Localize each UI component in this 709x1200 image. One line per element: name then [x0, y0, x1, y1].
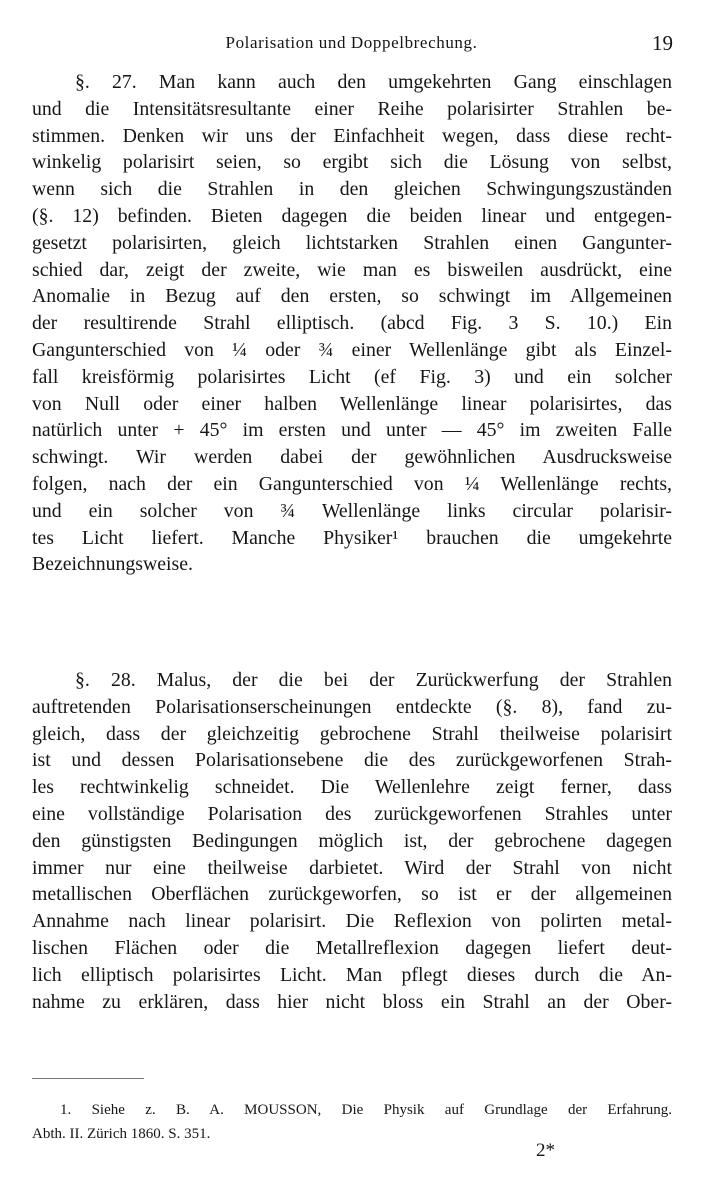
- text-line: Gangunterschied von ¼ oder ¾ einer Wellenlänge gibt als Einzel-: [32, 338, 672, 361]
- footnotes: [32, 1098, 672, 1146]
- text-line: lich elliptisch polarisirtes Licht. Man pflegt dieses durch die An-: [32, 963, 672, 986]
- text-line: Anomalie in Bezug auf den ersten, so schwingt im Allgemeinen: [32, 285, 672, 308]
- text-line: les rechtwinkelig schneidet. Die Wellenlehre zeigt ferner, dass: [32, 776, 672, 799]
- paragraph-section-27: [32, 69, 672, 578]
- text-line: stimmen. Denken wir uns der Einfachheit wegen, dass diese recht-: [32, 124, 672, 147]
- text-line: natürlich unter + 45° im ersten und unter — 45° im zweiten Falle: [32, 419, 672, 442]
- footnote-divider: [32, 1078, 144, 1079]
- text-line: metallischen Oberflächen zurückgeworfen, so ist er der allgemeinen: [32, 883, 672, 906]
- text-line: immer nur eine theilweise darbietet. Wird der Strahl von nicht: [32, 856, 672, 879]
- text-line: Bezeichnungsweise.: [32, 553, 193, 576]
- text-line: der resultirende Strahl elliptisch. (abcd Fig. 3 S. 10.) Ein: [32, 312, 672, 335]
- page-number: 19: [652, 31, 673, 55]
- text-line: Annahme nach linear polarisirt. Die Reflexion von polirten metal-: [32, 910, 672, 933]
- text-line: wenn sich die Strahlen in den gleichen Schwingungszuständen: [32, 178, 672, 201]
- text-line: §. 27. Man kann auch den umgekehrten Gang einschlagen: [75, 71, 672, 93]
- text-line: nahme zu erklären, dass hier nicht bloss ein Strahl an der Ober-: [32, 990, 672, 1013]
- text-line: auftretenden Polarisationserscheinungen entdeckte (§. 8), fand zu-: [32, 695, 672, 718]
- text-line: von Null oder einer halben Wellenlänge linear polarisirtes, das: [32, 392, 672, 415]
- page-header: [30, 33, 673, 57]
- footnote-line: Abth. II. Zürich 1860. S. 351.: [32, 1126, 211, 1142]
- text-line: tes Licht liefert. Manche Physiker¹ brauchen die umgekehrte: [32, 526, 672, 549]
- running-title: Polarisation und Doppelbrechung.: [225, 33, 478, 52]
- text-line: §. 28. Malus, der die bei der Zurückwerfung der Strahlen: [75, 669, 672, 691]
- text-line: ist und dessen Polarisationsebene die des zurückgeworfenen Strah-: [32, 749, 672, 772]
- text-line: gleich, dass der gleichzeitig gebrochene Strahl theilweise polarisirt: [32, 722, 672, 745]
- text-line: schied dar, zeigt der zweite, wie man es bisweilen ausdrückt, eine: [32, 258, 672, 281]
- text-line: gesetzt polarisirten, gleich lichtstarken Strahlen einen Gangunter-: [32, 231, 672, 254]
- text-line: und die Intensitätsresultante einer Reihe polarisirter Strahlen be-: [32, 97, 672, 120]
- footnote-line: 1. Siehe z. B. A. MOUSSON, Die Physik auf Grundlage der Erfahrung.: [60, 1102, 672, 1118]
- text-line: schwingt. Wir werden dabei der gewöhnlichen Ausdrucksweise: [32, 446, 672, 469]
- text-line: winkelig polarisirt seien, so ergibt sich die Lösung von selbst,: [32, 151, 672, 174]
- text-line: (§. 12) befinden. Bieten dagegen die beiden linear und entgegen-: [32, 204, 672, 227]
- text-line: fall kreisförmig polarisirtes Licht (ef Fig. 3) und ein solcher: [32, 365, 672, 388]
- text-line: und ein solcher von ¾ Wellenlänge links circular polarisir-: [32, 499, 672, 522]
- signature-mark: 2*: [536, 1140, 555, 1161]
- text-line: eine vollständige Polarisation des zurückgeworfenen Strahles unter: [32, 802, 672, 825]
- paragraph-section-28: [32, 667, 672, 1015]
- text-line: folgen, nach der ein Gangunterschied von ¼ Wellenlänge rechts,: [32, 472, 672, 495]
- text-line: lischen Flächen oder die Metallreflexion dagegen liefert deut-: [32, 936, 672, 959]
- text-line: den günstigsten Bedingungen möglich ist, der gebrochene dagegen: [32, 829, 672, 852]
